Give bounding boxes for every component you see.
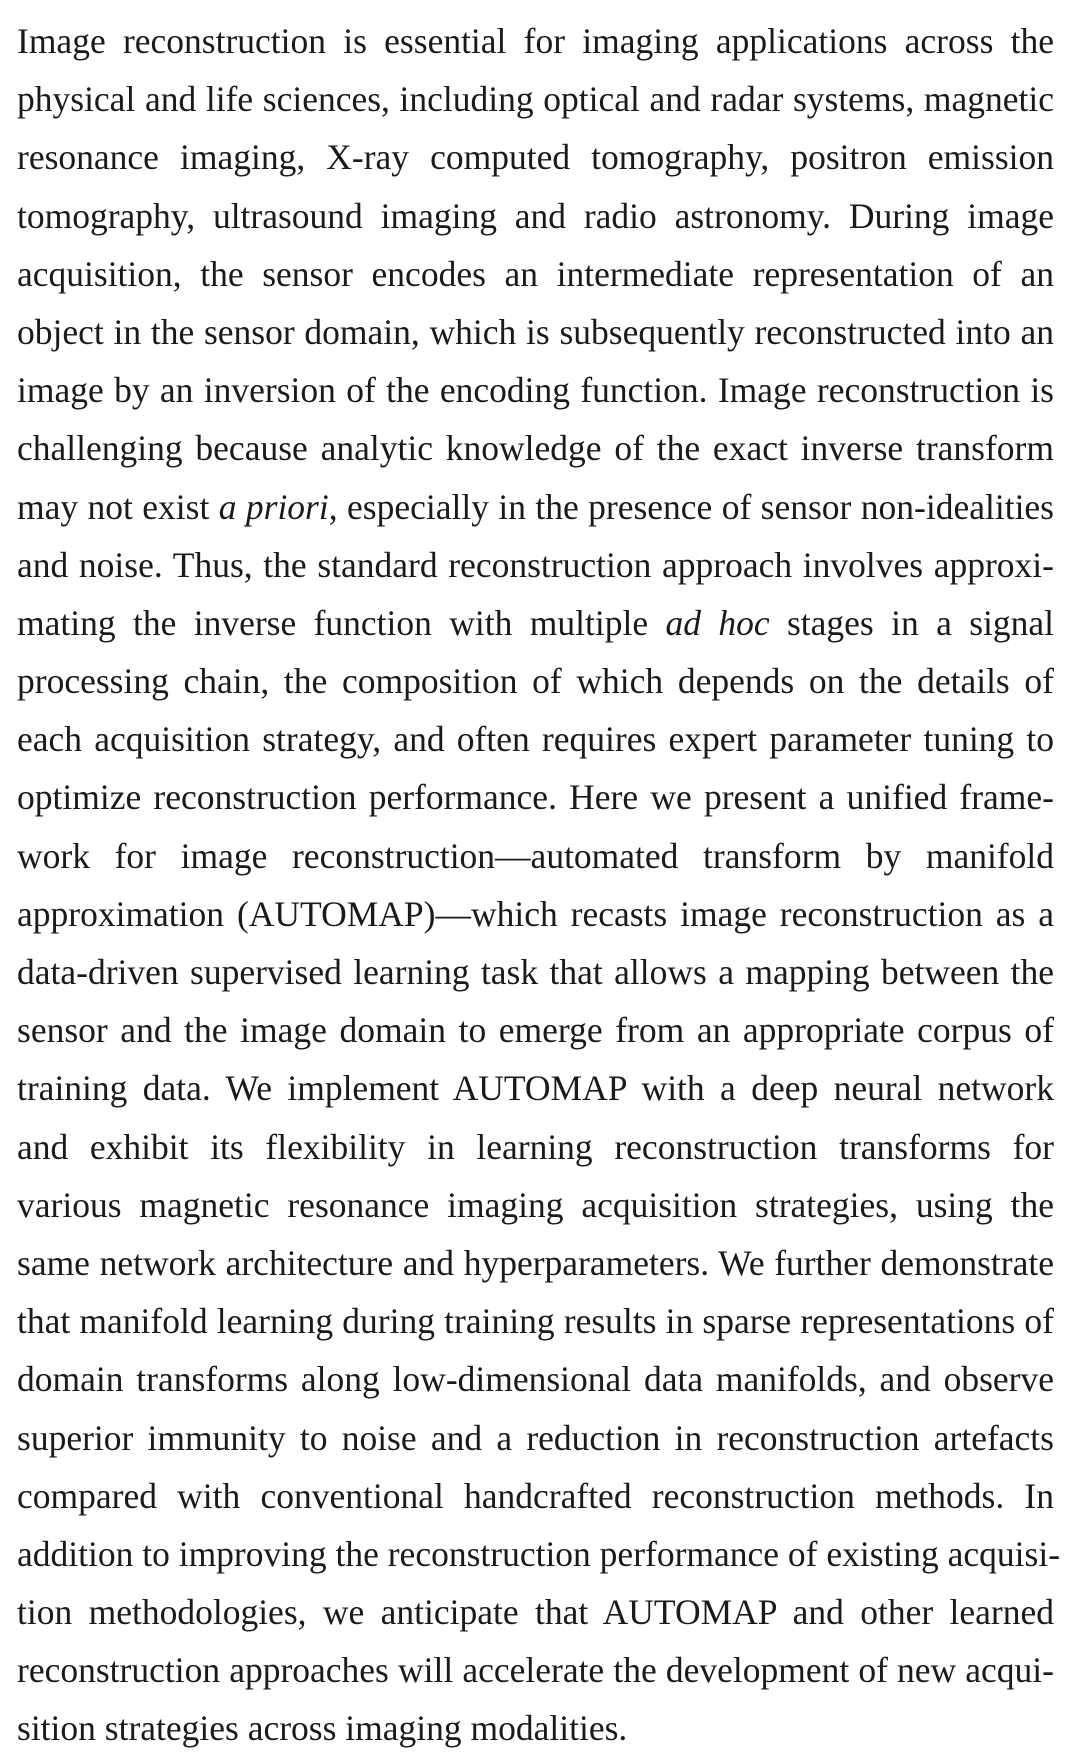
text-line [17,12,1054,70]
text-segment: mating the inverse function with multiple [17,602,666,643]
abstract-paragraph [17,12,1061,1758]
text-line [17,710,1054,768]
text-line [17,536,1054,594]
text-line [17,1583,1054,1641]
text-line [17,1176,1054,1234]
text-line [17,128,1054,186]
text-segment: data-driven supervised learning task that allows a mapping between the [17,952,1054,992]
text-segment: stages in a signal [769,602,1055,643]
text-segment: various magnetic resonance imaging acquisition strategies, using the [17,1184,1054,1225]
text-line [17,478,1054,536]
text-segment: Image reconstruction is essential for imaging applications across the [17,21,1054,61]
text-segment: processing chain, the composition of which depends on the details of [17,661,1054,702]
text-line [17,1292,1054,1350]
text-segment: that manifold learning during training results in sparse representations of [17,1301,1054,1342]
text-segment: resonance imaging, X-ray computed tomography, positron emission [17,137,1054,178]
text-line [17,885,1054,943]
text-line [17,1525,1061,1583]
text-line [17,245,1054,303]
text-segment: superior immunity to noise and a reduction in reconstruction artefacts [17,1417,1054,1458]
text-segment: object in the sensor domain, which is subsequently reconstructed into an [17,311,1054,352]
text-line [17,361,1054,419]
text-segment: image by an inversion of the encoding function. Image reconstruction is [17,370,1054,411]
text-segment: approximation (AUTOMAP)—which recasts image reconstruction as a [17,893,1054,934]
text-line [17,1467,1054,1525]
text-line [17,943,1054,1001]
text-line [17,652,1054,710]
text-line [17,594,1054,652]
text-segment: may not exist [17,486,219,527]
text-line [17,1234,1054,1292]
text-segment: sensor and the image domain to emerge from an appropriate corpus of [17,1010,1054,1051]
text-line [17,1001,1054,1059]
text-segment: challenging because analytic knowledge of the exact inverse transform [17,428,1054,469]
text-line [17,827,1054,885]
text-segment: work for image reconstruction—automated transform by manifold [17,835,1054,876]
italic-phrase: ad hoc [665,602,770,643]
text-segment: acquisition, the sensor encodes an intermediate representation of an [17,253,1054,294]
text-segment: and noise. Thus, the standard reconstruction approach involves approxi- [17,544,1054,585]
text-segment: sition strategies across imaging modalities. [17,1708,628,1749]
text-line [17,1118,1054,1176]
text-line [17,1350,1054,1408]
text-segment: tomography, ultrasound imaging and radio astronomy. During image [17,195,1054,236]
text-segment: same network architecture and hyperparameters. We further demonstrate [17,1242,1054,1283]
text-line [17,1059,1054,1117]
text-line [17,1409,1054,1467]
text-segment: training data. We implement AUTOMAP with a deep neural network [17,1068,1054,1109]
text-line [17,419,1054,477]
text-segment: physical and life sciences, including optical and radar systems, magnetic [17,79,1054,120]
text-line [17,187,1054,245]
text-segment: domain transforms along low-dimensional data manifolds, and observe [17,1359,1054,1400]
text-line [17,1641,1054,1699]
text-segment: each acquisition strategy, and often requires expert parameter tuning to [17,719,1054,760]
text-line [17,303,1054,361]
text-segment: and exhibit its flexibility in learning reconstruction transforms for [17,1126,1054,1167]
text-segment: tion methodologies, we anticipate that AUTOMAP and other learned [17,1592,1054,1633]
text-segment: optimize reconstruction performance. Here we present a unified frame- [17,777,1054,818]
text-segment: , especially in the presence of sensor non-idealities [328,486,1054,527]
text-segment: addition to improving the reconstruction performance of existing acquisi- [17,1533,1061,1574]
text-line [17,70,1054,128]
text-line [17,768,1054,826]
text-segment: reconstruction approaches will accelerate the development of new acqui- [17,1650,1054,1691]
text-segment: compared with conventional handcrafted reconstruction methods. In [17,1475,1054,1516]
text-line [17,1699,1054,1757]
italic-phrase: a priori [218,486,329,527]
